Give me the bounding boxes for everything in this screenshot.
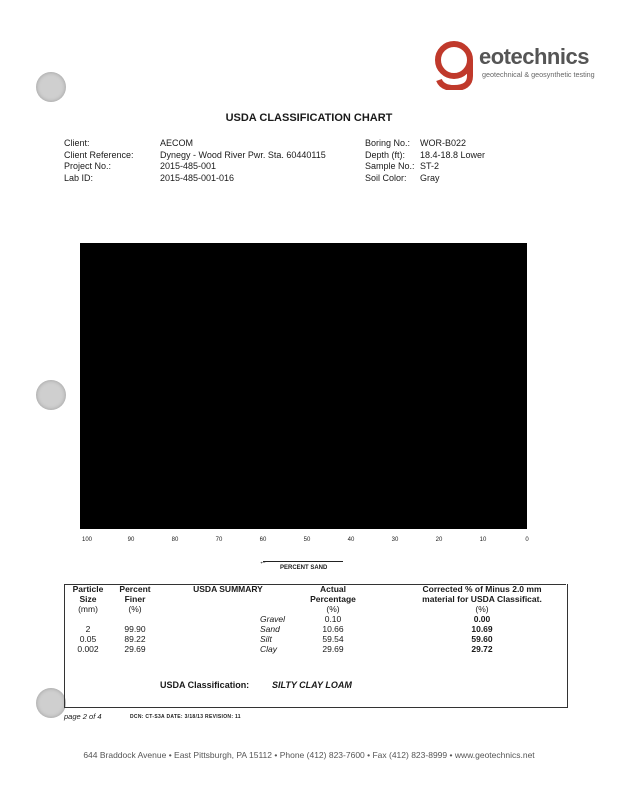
header-finer: Finer <box>124 594 146 604</box>
header-percent: Percent <box>119 584 151 594</box>
table-row <box>64 634 566 644</box>
header-usda-summary: USDA SUMMARY <box>193 584 263 594</box>
axis-arrow-line <box>263 561 343 562</box>
client-ref-value: Dynegy - Wood River Pwr. Sta. 60440115 <box>160 149 326 160</box>
punch-hole-top <box>36 72 66 102</box>
geotechnics-g-icon <box>434 40 478 90</box>
row-size: 0.05 <box>79 634 97 644</box>
row-finer: 29.69 <box>124 644 146 654</box>
x-tick-label: 90 <box>127 537 135 543</box>
header-actual-pct: (%) <box>326 604 340 614</box>
x-tick-label: 40 <box>347 537 355 543</box>
x-tick-label: 10 <box>479 537 487 543</box>
row-corrected: 59.60 <box>471 634 493 644</box>
row-finer: 99.90 <box>124 624 146 634</box>
row-actual: 10.66 <box>322 624 344 634</box>
labid-label: Lab ID: <box>64 172 94 183</box>
classification-value: SILTY CLAY LOAM <box>272 680 352 690</box>
client-ref-label: Client Reference: <box>64 149 134 160</box>
header-size: Size <box>79 594 97 604</box>
row-size: 0.002 <box>77 644 99 654</box>
classification-label: USDA Classification: <box>160 680 250 690</box>
x-axis-label: PERCENT SAND <box>280 565 328 571</box>
company-logo <box>434 40 595 90</box>
page-title: USDA CLASSIFICATION CHART <box>225 112 393 124</box>
row-size: 2 <box>85 624 91 634</box>
soil-color-value: Gray <box>420 172 440 183</box>
arrow-left-icon: ← <box>259 557 267 566</box>
header-corrected-pct: (%) <box>475 604 489 614</box>
logo-tagline: geotechnical & geosynthetic testing <box>482 70 595 79</box>
usda-texture-chart <box>80 243 527 529</box>
row-actual: 0.10 <box>324 614 342 624</box>
labid-value: 2015-485-001-016 <box>160 172 235 183</box>
row-name: Gravel <box>260 614 286 624</box>
row-name: Clay <box>260 644 278 654</box>
row-corrected: 29.72 <box>471 644 493 654</box>
row-finer: 89.22 <box>124 634 146 644</box>
table-header-row-3 <box>64 604 566 614</box>
logo-brand-text: eotechnics <box>479 44 589 69</box>
info-labels-left <box>64 138 134 184</box>
x-tick-label: 80 <box>171 537 179 543</box>
row-corrected: 0.00 <box>473 614 491 624</box>
usda-summary-table <box>64 584 566 654</box>
table-header-row-1 <box>64 584 566 594</box>
header-particle: Particle <box>72 584 104 594</box>
row-finer <box>112 614 158 624</box>
row-name: Sand <box>260 624 280 634</box>
row-size <box>64 614 112 624</box>
header-corrected: Corrected % of Minus 2.0 mm <box>422 584 542 594</box>
depth-value: 18.4-18.8 Lower <box>420 149 486 160</box>
punch-hole-middle <box>36 380 66 410</box>
table-row <box>64 614 566 624</box>
soil-color-label: Soil Color: <box>365 172 407 183</box>
project-value: 2015-485-001 <box>160 161 217 171</box>
depth-label: Depth (ft): <box>365 149 406 160</box>
client-label: Client: <box>64 138 90 148</box>
info-values-right <box>420 138 485 184</box>
document-control-number: DCN: CT-S3A DATE: 3/18/13 REVISION: 11 <box>130 714 241 720</box>
x-tick-label: 0 <box>525 537 529 543</box>
header-pct: (%) <box>128 604 142 614</box>
table-header-row-2 <box>64 594 566 604</box>
info-values-left <box>160 138 326 184</box>
info-labels-right <box>365 138 415 184</box>
page-footer: 644 Braddock Avenue • East Pittsburgh, PA 15112 • Phone (412) 823-7600 • Fax (412) 823-8999 • www.geotechnics.net <box>83 750 535 760</box>
sample-label: Sample No.: <box>365 161 415 171</box>
table-row <box>64 624 566 634</box>
boring-label: Boring No.: <box>365 138 411 148</box>
row-actual: 59.54 <box>322 634 344 644</box>
project-label: Project No.: <box>64 161 112 171</box>
page-number: page 2 of 4 <box>64 712 102 721</box>
header-mm: (mm) <box>78 604 98 614</box>
punch-hole-bottom <box>36 688 66 718</box>
row-actual: 29.69 <box>322 644 344 654</box>
x-tick-label: 100 <box>81 537 92 543</box>
sample-value: ST-2 <box>420 161 440 171</box>
x-tick-label: 20 <box>435 537 443 543</box>
header-actual: Actual <box>320 584 346 594</box>
x-tick-label: 50 <box>303 537 311 543</box>
boring-value: WOR-B022 <box>420 138 467 148</box>
header-percentage: Percentage <box>310 594 356 604</box>
row-corrected: 10.69 <box>471 624 493 634</box>
x-tick-label: 70 <box>215 537 223 543</box>
table-row <box>64 644 566 654</box>
client-value: AECOM <box>160 138 194 148</box>
row-name: Silt <box>260 634 272 644</box>
x-tick-label: 60 <box>259 537 267 543</box>
x-tick-label: 30 <box>391 537 399 543</box>
header-material: material for USDA Classificat. <box>422 594 542 604</box>
